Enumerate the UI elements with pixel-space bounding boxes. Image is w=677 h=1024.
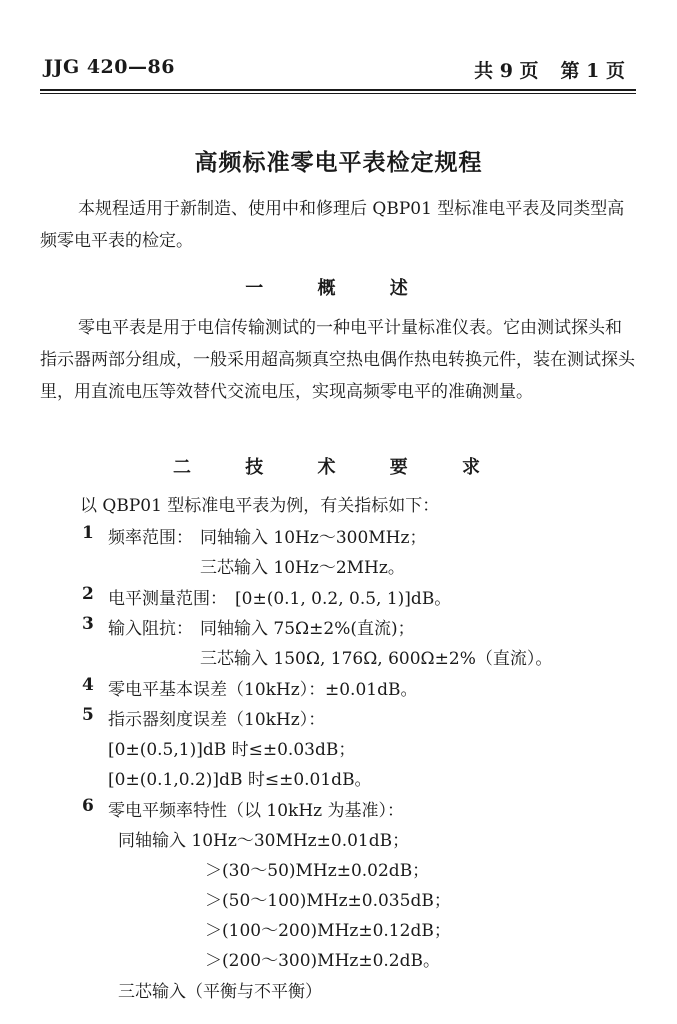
section-heading-technical-requirements: 二 技 术 要 求 — [172, 457, 505, 478]
overview-paragraph: 零电平表是用于电信传输测试的一种电平计量标准仪表。它由测试探头和指示器两部分组成，一般采用超高频真空热电偶作热电转换元件，装在测试探头里，用直流电压等效替代交流电压，实现高频零电平的准确测量。 — [40, 318, 635, 402]
requirements-lead: 以 QBP01 型标准电平表为例，有关指标如下： — [80, 496, 440, 516]
item-value: ＞(50～100)MHz±0.035dB； — [205, 891, 451, 911]
item-value: 三芯输入（平衡与不平衡） — [118, 982, 322, 1002]
section-heading-overview: 一 概 述 — [245, 278, 432, 299]
item-value: 三芯输入 150Ω, 176Ω, 600Ω±2%（直流）。 — [200, 649, 553, 669]
item-number: 1 — [82, 523, 94, 543]
item-value: 同轴输入 10Hz～30MHz±0.01dB； — [118, 831, 410, 851]
item-value: [0±(0.1, 0.2, 0.5, 1)]dB。 — [235, 589, 452, 609]
document-title: 高频标准零电平表检定规程 — [194, 149, 483, 176]
total-pages: 共 9 页 — [474, 60, 539, 82]
header-rule-thin — [40, 93, 636, 94]
item-label: 零电平频率特性（以 10kHz 为基准）： — [108, 801, 405, 821]
item-value: ±0.01dB。 — [325, 680, 418, 700]
item-label: 输入阻抗： — [108, 619, 193, 639]
item-number: 6 — [82, 796, 94, 816]
item-value: 同轴输入 10Hz～300MHz； — [200, 528, 427, 548]
item-value: 三芯输入 10Hz～2MHz。 — [200, 558, 405, 578]
item-label: 指示器刻度误差（10kHz）： — [108, 710, 326, 730]
item-value: 同轴输入 75Ω±2%(直流)； — [200, 619, 415, 639]
item-label: 频率范围： — [108, 528, 193, 548]
item-number: 5 — [82, 705, 94, 725]
item-value: [0±(0.5,1)]dB 时≤±0.03dB； — [108, 740, 356, 760]
item-label: 零电平基本误差（10kHz）： — [108, 680, 326, 700]
item-number: 3 — [82, 614, 94, 634]
item-value: [0±(0.1,0.2)]dB 时≤±0.01dB。 — [108, 770, 372, 790]
current-page: 第 1 页 — [560, 60, 625, 82]
document-code: JJG 420—86 — [44, 56, 175, 78]
intro-paragraph: 本规程适用于新制造、使用中和修理后 QBP01 型标准电平表及同类型高频零电平表的检定。 — [40, 199, 625, 251]
item-number: 4 — [82, 675, 94, 695]
item-value: ＞(200～300)MHz±0.2dB。 — [205, 951, 441, 971]
item-label: 电平测量范围： — [108, 589, 227, 609]
page-indicator — [474, 56, 625, 83]
item-value: ＞(100～200)MHz±0.12dB； — [205, 921, 451, 941]
item-number: 2 — [82, 584, 94, 604]
item-value: ＞(30～50)MHz±0.02dB； — [205, 861, 430, 881]
header-rule-thick — [40, 89, 636, 91]
